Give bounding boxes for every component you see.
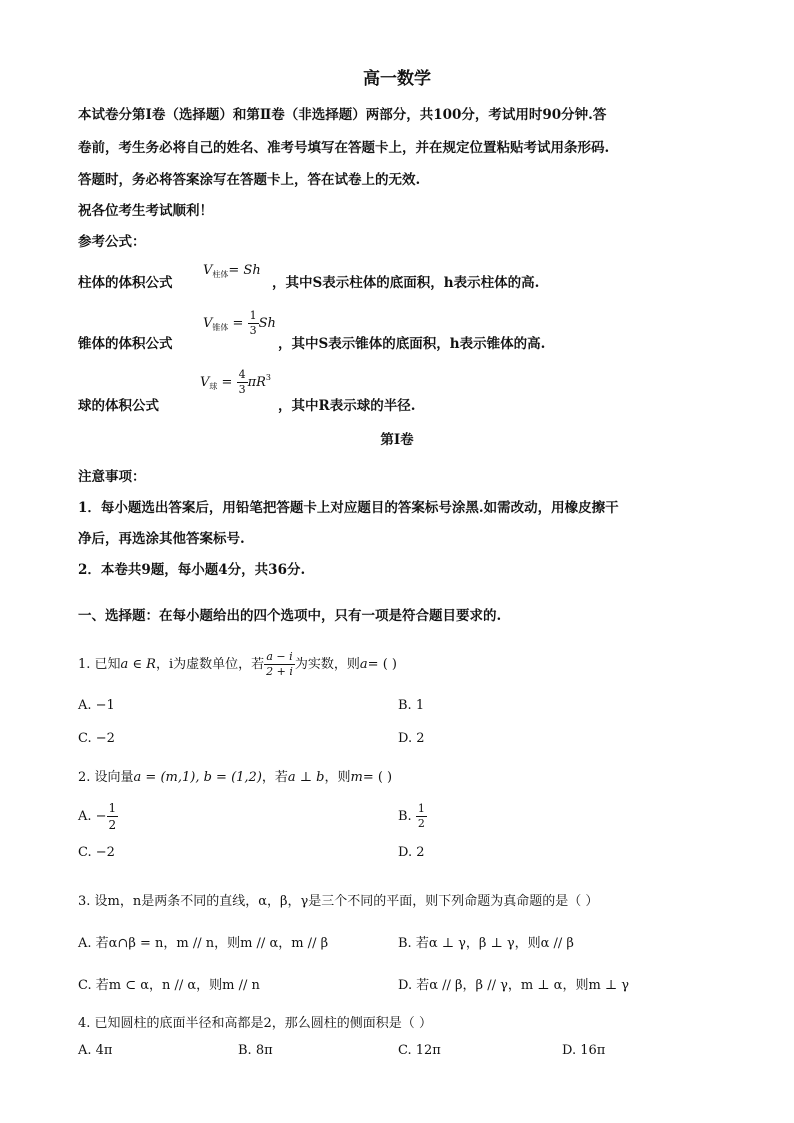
question-4: 4. 已知圆柱的底面半径和高都是2，那么圆柱的侧面积是（ ） xyxy=(78,1016,432,1031)
q4-option-a: A. 4π xyxy=(78,1043,113,1058)
q2-option-d: D. 2 xyxy=(398,845,425,860)
cone-formula-desc: ，其中S表示锥体的底面积，h表示锥体的高. xyxy=(278,336,546,352)
q1-option-d: D. 2 xyxy=(398,731,425,746)
cylinder-formula-label: 柱体的体积公式 xyxy=(78,275,173,291)
note-1-line-2: 净后，再选涂其他答案标号. xyxy=(78,531,245,547)
question-3: 3. 设m，n是两条不同的直线，α，β，γ是三个不同的平面，则下列命题为真命题的是（ ） xyxy=(78,894,599,909)
q1-option-b: B. 1 xyxy=(398,698,425,713)
note-2: 2．本卷共9题，每小题4分，共36分. xyxy=(78,562,306,578)
q1-option-c: C. −2 xyxy=(78,731,115,746)
cylinder-formula: $V_{柱体}= Sh$ xyxy=(203,263,261,279)
question-2: 2. 设向量a = (m,1), b = (1,2)，若a ⊥ b，则m= ( ) xyxy=(78,770,393,785)
sphere-formula: $V_球$ = $\frac{4}{3}$ $\pi R^3$ xyxy=(200,368,271,396)
intro-line-3: 答题时，务必将答案涂写在答题卡上，答在试卷上的无效. xyxy=(78,172,421,188)
sphere-formula-desc: ，其中R表示球的半径. xyxy=(278,398,416,414)
q3-option-b: B. 若α ⊥ γ，β ⊥ γ，则α // β xyxy=(398,936,574,951)
question-1: 1. 已知a ∈ R，i为虚数单位，若 $\frac{a - i}{2 + i}$ 为实数，则a= ( ) xyxy=(78,650,397,678)
cone-formula: $V_{锥体}$ = $\frac{1}{3}$ Sh xyxy=(203,309,276,337)
note-1-line-1: 1．每小题选出答案后，用铅笔把答题卡上对应题目的答案标号涂黑.如需改动，用橡皮擦干 xyxy=(78,500,619,516)
q3-option-a: A. 若α∩β = n，m // n，则m // α，m // β xyxy=(78,936,329,951)
q4-option-d: D. 16π xyxy=(562,1043,606,1058)
formula-heading: 参考公式： xyxy=(78,234,146,250)
q1-option-a: A. −1 xyxy=(78,698,115,713)
page-title: 高一数学 xyxy=(363,69,431,89)
q2-option-b: B. $\frac{1}{2}$ xyxy=(398,802,425,830)
q3-option-d: D. 若α // β，β // γ，m ⊥ α，则m ⊥ γ xyxy=(398,978,630,993)
intro-line-2: 卷前，考生务必将自己的姓名、准考号填写在答题卡上，并在规定位置粘贴考试用条形码. xyxy=(78,140,610,156)
sphere-formula-label: 球的体积公式 xyxy=(78,398,159,414)
q2-option-c: C. −2 xyxy=(78,845,115,860)
q4-option-c: C. 12π xyxy=(398,1043,441,1058)
notes-title: 注意事项： xyxy=(78,469,146,485)
section-heading: 第Ⅰ卷 xyxy=(380,432,414,448)
q3-option-c: C. 若m ⊂ α，n // α，则m // n xyxy=(78,978,260,993)
intro-line-1: 本试卷分第Ⅰ卷（选择题）和第Ⅱ卷（非选择题）两部分，共100分，考试用时90分钟.答 xyxy=(78,107,607,123)
cylinder-formula-desc: ，其中S表示柱体的底面积，h表示柱体的高. xyxy=(272,275,540,291)
intro-line-4: 祝各位考生考试顺利！ xyxy=(78,203,213,219)
q2-option-a: A. − $\frac{1}{2}$ xyxy=(78,801,117,832)
q4-option-b: B. 8π xyxy=(238,1043,273,1058)
cone-formula-label: 锥体的体积公式 xyxy=(78,336,173,352)
part-heading: 一、选择题：在每小题给出的四个选项中，只有一项是符合题目要求的. xyxy=(78,608,502,624)
